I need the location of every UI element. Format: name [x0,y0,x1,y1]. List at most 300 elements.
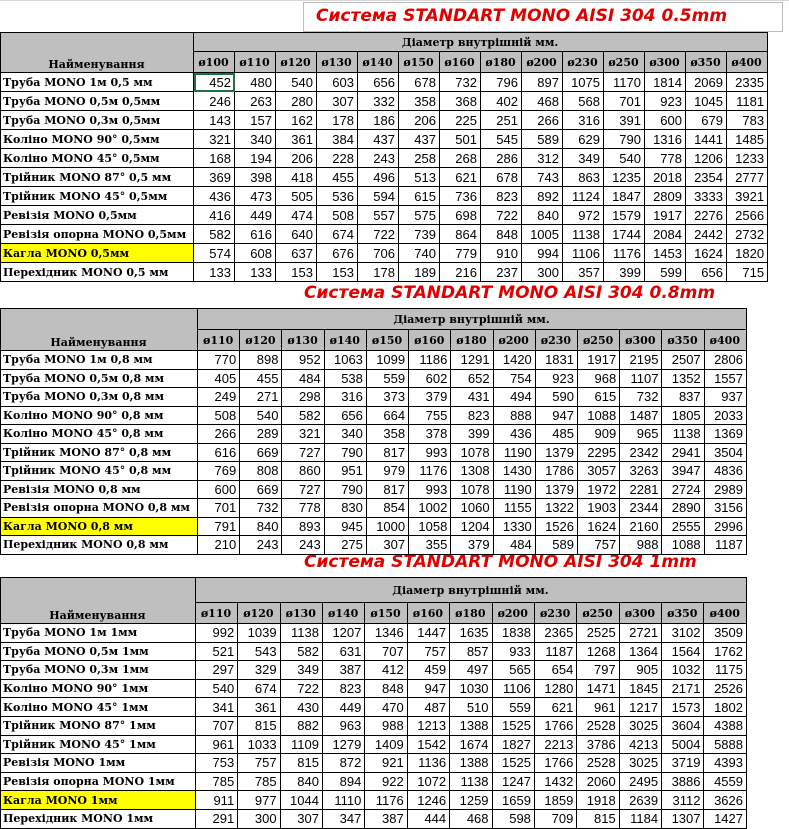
price-cell[interactable]: 494 [493,388,535,407]
price-cell[interactable]: 1204 [451,517,493,536]
price-cell[interactable]: 416 [194,206,235,225]
price-cell[interactable]: 484 [493,536,535,555]
price-cell[interactable]: 497 [450,661,492,680]
product-name-cell[interactable]: Трійник MONO 87° 1мм [1,716,196,735]
price-cell[interactable]: 808 [240,462,282,481]
price-cell[interactable]: 1388 [450,716,492,735]
price-cell[interactable]: 2806 [704,351,746,370]
price-cell[interactable]: 487 [407,698,449,717]
product-name-cell[interactable]: Коліно MONO 45° 0,8 мм [1,425,198,444]
price-cell[interactable]: 770 [198,351,240,370]
price-cell[interactable]: 1170 [604,73,645,92]
price-cell[interactable]: 2069 [686,73,727,92]
price-cell[interactable]: 316 [324,388,366,407]
price-cell[interactable]: 1187 [704,536,746,555]
price-cell[interactable]: 706 [358,244,399,263]
price-cell[interactable]: 162 [276,111,317,130]
price-cell[interactable]: 1308 [451,462,493,481]
price-cell[interactable]: 1420 [493,351,535,370]
price-cell[interactable]: 399 [604,263,645,282]
price-cell[interactable]: 951 [324,462,366,481]
price-cell[interactable]: 355 [409,536,451,555]
price-cell[interactable]: 600 [198,480,240,499]
price-cell[interactable]: 796 [481,73,522,92]
price-cell[interactable]: 143 [194,111,235,130]
price-cell[interactable]: 1762 [704,642,747,661]
price-cell[interactable]: 387 [322,661,364,680]
price-cell[interactable]: 923 [645,92,686,111]
price-cell[interactable]: 3509 [704,624,747,643]
price-cell[interactable]: 2989 [704,480,746,499]
price-cell[interactable]: 1002 [409,499,451,518]
price-cell[interactable]: 1316 [645,130,686,149]
price-cell[interactable]: 654 [534,661,576,680]
product-name-cell[interactable]: Кагла MONO 1мм [1,791,196,810]
price-cell[interactable]: 732 [240,499,282,518]
price-cell[interactable]: 2195 [620,351,662,370]
price-cell[interactable]: 988 [365,716,407,735]
price-cell[interactable]: 1136 [407,754,449,773]
price-cell[interactable]: 2890 [662,499,704,518]
price-cell[interactable]: 1471 [577,679,619,698]
price-cell[interactable]: 368 [440,92,481,111]
price-cell[interactable]: 391 [604,111,645,130]
price-cell[interactable]: 815 [280,754,322,773]
price-cell[interactable]: 1802 [704,698,747,717]
price-cell[interactable]: 1247 [492,772,534,791]
price-cell[interactable]: 2281 [620,480,662,499]
price-cell[interactable]: 1659 [492,791,534,810]
price-cell[interactable]: 790 [324,443,366,462]
price-cell[interactable]: 616 [198,443,240,462]
price-cell[interactable]: 1175 [704,661,747,680]
price-cell[interactable]: 347 [322,809,364,828]
price-cell[interactable]: 1827 [492,735,534,754]
price-cell[interactable]: 1903 [578,499,620,518]
price-cell[interactable]: 4836 [704,462,746,481]
price-cell[interactable]: 3921 [727,187,768,206]
price-cell[interactable]: 357 [563,263,604,282]
price-cell[interactable]: 444 [407,809,449,828]
price-cell[interactable]: 565 [492,661,534,680]
price-cell[interactable]: 1838 [492,624,534,643]
price-cell[interactable]: 228 [317,149,358,168]
price-cell[interactable]: 361 [276,130,317,149]
price-cell[interactable]: 652 [451,369,493,388]
price-cell[interactable]: 510 [450,698,492,717]
product-name-cell[interactable]: Ревізія MONO 0,8 мм [1,480,198,499]
price-cell[interactable]: 153 [317,263,358,282]
product-name-cell[interactable]: Труба MONO 1м 0,5 мм [1,73,194,92]
price-cell[interactable]: 297 [195,661,237,680]
price-cell[interactable]: 1005 [522,225,563,244]
price-cell[interactable]: 545 [481,130,522,149]
price-cell[interactable]: 1078 [451,443,493,462]
price-cell[interactable]: 321 [282,425,324,444]
price-cell[interactable]: 1000 [366,517,408,536]
price-cell[interactable]: 178 [317,111,358,130]
product-name-cell[interactable]: Трійник MONO 87° 0,5 мм [1,168,194,187]
price-cell[interactable]: 840 [240,517,282,536]
price-cell[interactable]: 2724 [662,480,704,499]
price-cell[interactable]: 722 [481,206,522,225]
price-cell[interactable]: 186 [358,111,399,130]
price-cell[interactable]: 1124 [563,187,604,206]
price-cell[interactable]: 455 [240,369,282,388]
price-cell[interactable]: 210 [198,536,240,555]
price-cell[interactable]: 757 [578,536,620,555]
price-cell[interactable]: 1207 [322,624,364,643]
price-cell[interactable]: 3025 [619,716,661,735]
price-cell[interactable]: 921 [365,754,407,773]
price-cell[interactable]: 1766 [534,716,576,735]
price-cell[interactable]: 2566 [727,206,768,225]
price-cell[interactable]: 739 [399,225,440,244]
price-cell[interactable]: 206 [399,111,440,130]
price-cell[interactable]: 988 [620,536,662,555]
price-cell[interactable]: 369 [194,168,235,187]
product-name-cell[interactable]: Ревізія MONO 0,5мм [1,206,194,225]
price-cell[interactable]: 2344 [620,499,662,518]
price-cell[interactable]: 1206 [686,149,727,168]
price-cell[interactable]: 1487 [620,406,662,425]
price-cell[interactable]: 992 [195,624,237,643]
price-cell[interactable]: 1280 [534,679,576,698]
price-cell[interactable]: 1279 [322,735,364,754]
price-cell[interactable]: 1845 [619,679,661,698]
price-cell[interactable]: 1579 [604,206,645,225]
price-cell[interactable]: 418 [276,168,317,187]
price-cell[interactable]: 1109 [280,735,322,754]
price-cell[interactable]: 882 [280,716,322,735]
price-cell[interactable]: 631 [322,642,364,661]
price-cell[interactable]: 505 [276,187,317,206]
price-cell[interactable]: 332 [358,92,399,111]
price-cell[interactable]: 582 [280,642,322,661]
price-cell[interactable]: 349 [280,661,322,680]
price-cell[interactable]: 860 [282,462,324,481]
price-cell[interactable]: 892 [522,187,563,206]
price-cell[interactable]: 1379 [535,443,577,462]
price-cell[interactable]: 1786 [535,462,577,481]
product-name-cell[interactable]: Перехідник MONO 0,5 мм [1,263,194,282]
price-cell[interactable]: 2528 [577,754,619,773]
price-cell[interactable]: 993 [409,480,451,499]
price-cell[interactable]: 1409 [365,735,407,754]
price-cell[interactable]: 133 [194,263,235,282]
price-cell[interactable]: 947 [535,406,577,425]
price-cell[interactable]: 598 [492,809,534,828]
price-cell[interactable]: 2941 [662,443,704,462]
price-cell[interactable]: 678 [399,73,440,92]
price-cell[interactable]: 449 [322,698,364,717]
price-cell[interactable]: 243 [358,149,399,168]
price-cell[interactable]: 905 [619,661,661,680]
price-cell[interactable]: 194 [235,149,276,168]
price-cell[interactable]: 1624 [578,517,620,536]
price-cell[interactable]: 1542 [407,735,449,754]
product-name-cell[interactable]: Труба MONO 0,3м 1мм [1,661,196,680]
price-cell[interactable]: 3112 [662,791,704,810]
price-cell[interactable]: 540 [195,679,237,698]
price-cell[interactable]: 1557 [704,369,746,388]
price-cell[interactable]: 540 [604,149,645,168]
product-name-cell[interactable]: Ревізія опорна MONO 1мм [1,772,196,791]
price-cell[interactable]: 291 [195,809,237,828]
price-cell[interactable]: 754 [493,369,535,388]
price-cell[interactable]: 307 [280,809,322,828]
price-cell[interactable]: 1485 [727,130,768,149]
price-cell[interactable]: 133 [235,263,276,282]
price-cell[interactable]: 1072 [407,772,449,791]
price-cell[interactable]: 5004 [662,735,704,754]
price-cell[interactable]: 2996 [704,517,746,536]
price-cell[interactable]: 1044 [280,791,322,810]
price-cell[interactable]: 2526 [704,679,747,698]
price-cell[interactable]: 2365 [534,624,576,643]
price-cell[interactable]: 599 [645,263,686,282]
price-cell[interactable]: 1831 [535,351,577,370]
price-cell[interactable]: 848 [481,225,522,244]
price-cell[interactable]: 430 [280,698,322,717]
price-cell[interactable]: 1045 [686,92,727,111]
price-cell[interactable]: 1525 [492,716,534,735]
price-cell[interactable]: 340 [324,425,366,444]
price-cell[interactable]: 1181 [727,92,768,111]
price-cell[interactable]: 993 [409,443,451,462]
price-cell[interactable]: 412 [365,661,407,680]
price-cell[interactable]: 1917 [645,206,686,225]
price-cell[interactable]: 1859 [534,791,576,810]
price-cell[interactable]: 1088 [578,406,620,425]
price-cell[interactable]: 815 [577,809,619,828]
price-cell[interactable]: 2809 [645,187,686,206]
price-cell[interactable]: 893 [282,517,324,536]
price-cell[interactable]: 1184 [619,809,661,828]
price-cell[interactable]: 594 [358,187,399,206]
price-cell[interactable]: 823 [481,187,522,206]
price-cell[interactable]: 3626 [704,791,747,810]
price-cell[interactable]: 4213 [619,735,661,754]
price-cell[interactable]: 1099 [366,351,408,370]
price-cell[interactable]: 431 [451,388,493,407]
price-cell[interactable]: 225 [440,111,481,130]
price-cell[interactable]: 1190 [493,443,535,462]
price-cell[interactable]: 1624 [686,244,727,263]
price-cell[interactable]: 243 [282,536,324,555]
price-cell[interactable]: 455 [317,168,358,187]
price-cell[interactable]: 280 [276,92,317,111]
price-cell[interactable]: 1032 [662,661,704,680]
price-cell[interactable]: 449 [235,206,276,225]
price-cell[interactable]: 501 [440,130,481,149]
price-cell[interactable]: 769 [198,462,240,481]
price-cell[interactable]: 349 [563,149,604,168]
product-name-cell[interactable]: Труба MONO 0,5м 0,5мм [1,92,194,111]
price-cell[interactable]: 249 [198,388,240,407]
price-cell[interactable]: 582 [194,225,235,244]
price-cell[interactable]: 857 [450,642,492,661]
price-cell[interactable]: 830 [324,499,366,518]
price-cell[interactable]: 189 [399,263,440,282]
price-cell[interactable]: 1766 [534,754,576,773]
price-cell[interactable]: 206 [276,149,317,168]
price-cell[interactable]: 3057 [578,462,620,481]
price-cell[interactable]: 268 [440,149,481,168]
price-cell[interactable]: 168 [194,149,235,168]
price-cell[interactable]: 961 [577,698,619,717]
price-cell[interactable]: 707 [365,642,407,661]
price-cell[interactable]: 470 [365,698,407,717]
product-name-cell[interactable]: Труба MONO 1м 1мм [1,624,196,643]
product-name-cell[interactable]: Трійник MONO 45° 0,5мм [1,187,194,206]
product-name-cell[interactable]: Кагла MONO 0,5мм [1,244,194,263]
price-cell[interactable]: 797 [577,661,619,680]
price-cell[interactable]: 1369 [704,425,746,444]
price-cell[interactable]: 757 [238,754,280,773]
price-cell[interactable]: 590 [535,388,577,407]
price-cell[interactable]: 2555 [662,517,704,536]
product-name-cell[interactable]: Кагла MONO 0,8 мм [1,517,198,536]
price-cell[interactable]: 732 [620,388,662,407]
price-cell[interactable]: 2354 [686,168,727,187]
price-cell[interactable]: 2213 [534,735,576,754]
price-cell[interactable]: 589 [522,130,563,149]
price-cell[interactable]: 722 [358,225,399,244]
price-cell[interactable]: 543 [238,642,280,661]
price-cell[interactable]: 727 [282,443,324,462]
price-cell[interactable]: 963 [322,716,364,735]
price-cell[interactable]: 669 [240,480,282,499]
price-cell[interactable]: 864 [440,225,481,244]
price-cell[interactable]: 872 [322,754,364,773]
price-cell[interactable]: 508 [198,406,240,425]
product-name-cell[interactable]: Труба MONO 1м 0,8 мм [1,351,198,370]
price-cell[interactable]: 2528 [577,716,619,735]
price-cell[interactable]: 3604 [662,716,704,735]
price-cell[interactable]: 1573 [662,698,704,717]
price-cell[interactable]: 4393 [704,754,747,773]
price-cell[interactable]: 817 [366,480,408,499]
price-cell[interactable]: 615 [578,388,620,407]
price-cell[interactable]: 266 [198,425,240,444]
price-cell[interactable]: 1918 [577,791,619,810]
price-cell[interactable]: 1058 [409,517,451,536]
price-cell[interactable]: 485 [535,425,577,444]
price-cell[interactable]: 1176 [604,244,645,263]
price-cell[interactable]: 2160 [620,517,662,536]
price-cell[interactable]: 378 [409,425,451,444]
price-cell[interactable]: 894 [322,772,364,791]
price-cell[interactable]: 1805 [662,406,704,425]
price-cell[interactable]: 823 [451,406,493,425]
price-cell[interactable]: 937 [704,388,746,407]
product-name-cell[interactable]: Труба MONO 0,3м 0,5мм [1,111,194,130]
product-name-cell[interactable]: Коліно MONO 90° 0,8 мм [1,406,198,425]
price-cell[interactable]: 947 [407,679,449,698]
price-cell[interactable]: 1110 [322,791,364,810]
price-cell[interactable]: 2295 [578,443,620,462]
price-cell[interactable]: 616 [235,225,276,244]
price-cell[interactable]: 698 [440,206,481,225]
price-cell[interactable]: 600 [645,111,686,130]
price-cell[interactable]: 536 [317,187,358,206]
price-cell[interactable]: 709 [534,809,576,828]
price-cell[interactable]: 316 [563,111,604,130]
price-cell[interactable]: 437 [358,130,399,149]
price-cell[interactable]: 778 [645,149,686,168]
product-name-cell[interactable]: Трійник MONO 45° 0,8 мм [1,462,198,481]
price-cell[interactable]: 637 [276,244,317,263]
price-cell[interactable]: 785 [195,772,237,791]
price-cell[interactable]: 755 [409,406,451,425]
price-cell[interactable]: 1388 [450,754,492,773]
price-cell[interactable]: 965 [620,425,662,444]
price-cell[interactable]: 1213 [407,716,449,735]
price-cell[interactable]: 1268 [577,642,619,661]
price-cell[interactable]: 251 [481,111,522,130]
price-cell[interactable]: 1820 [727,244,768,263]
price-cell[interactable]: 3786 [577,735,619,754]
price-cell[interactable]: 271 [240,388,282,407]
price-cell[interactable]: 823 [322,679,364,698]
price-cell[interactable]: 656 [686,263,727,282]
price-cell[interactable]: 656 [358,73,399,92]
price-cell[interactable]: 358 [366,425,408,444]
price-cell[interactable]: 538 [324,369,366,388]
price-cell[interactable]: 557 [358,206,399,225]
price-cell[interactable]: 1138 [563,225,604,244]
price-cell[interactable]: 3156 [704,499,746,518]
price-cell[interactable]: 521 [195,642,237,661]
price-cell[interactable]: 1972 [578,480,620,499]
price-cell[interactable]: 736 [440,187,481,206]
price-cell[interactable]: 3947 [662,462,704,481]
product-name-cell[interactable]: Ревізія опорна MONO 0,8 мм [1,499,198,518]
price-cell[interactable]: 979 [366,462,408,481]
price-cell[interactable]: 722 [280,679,322,698]
price-cell[interactable]: 602 [409,369,451,388]
price-cell[interactable]: 1744 [604,225,645,244]
price-cell[interactable]: 669 [240,443,282,462]
price-cell[interactable]: 340 [235,130,276,149]
price-cell[interactable]: 961 [195,735,237,754]
price-cell[interactable]: 216 [440,263,481,282]
product-name-cell[interactable]: Трійник MONO 45° 1мм [1,735,196,754]
price-cell[interactable]: 1674 [450,735,492,754]
price-cell[interactable]: 621 [440,168,481,187]
price-cell[interactable]: 1917 [578,351,620,370]
price-cell[interactable]: 246 [194,92,235,111]
price-cell[interactable]: 1033 [238,735,280,754]
price-cell[interactable]: 3025 [619,754,661,773]
product-name-cell[interactable]: Перехідник MONO 1мм [1,809,196,828]
price-cell[interactable]: 508 [317,206,358,225]
price-cell[interactable]: 732 [440,73,481,92]
price-cell[interactable]: 321 [194,130,235,149]
price-cell[interactable]: 854 [366,499,408,518]
price-cell[interactable]: 513 [399,168,440,187]
price-cell[interactable]: 341 [195,698,237,717]
price-cell[interactable]: 4388 [704,716,747,735]
price-cell[interactable]: 496 [358,168,399,187]
price-cell[interactable]: 1379 [535,480,577,499]
price-cell[interactable]: 790 [604,130,645,149]
price-cell[interactable]: 258 [399,149,440,168]
price-cell[interactable]: 1030 [450,679,492,698]
price-cell[interactable]: 945 [324,517,366,536]
price-cell[interactable]: 968 [578,369,620,388]
